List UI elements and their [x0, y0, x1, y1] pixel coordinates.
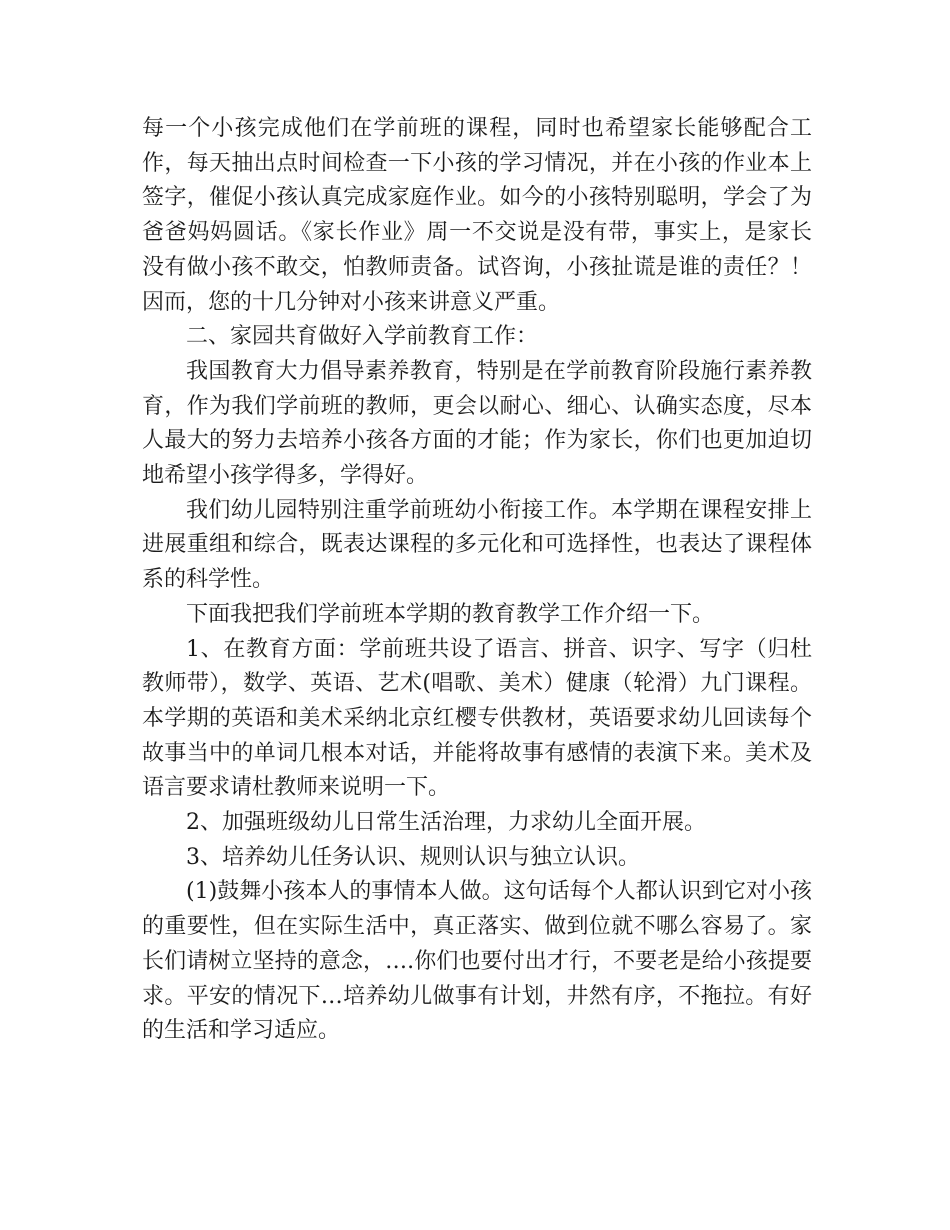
sub-item-1-self-reliance: (1)鼓舞小孩本人的事情本人做。这句话每个人都认识到它对小孩的重要性，但在实际生活中，真正落实、做到位就不哪么容易了。家长们请树立坚持的意念，….你们也要付出才行，不要老是给小孩提要求。平安的情况下…培养幼儿做事有计划，井然有序，不拖拉。有好的生活和学习适应。: [142, 879, 812, 1044]
list-item-3-awareness: 3、培养幼儿任务认识、规则认识与独立认识。: [186, 844, 640, 870]
list-item-1-education: 1、在教育方面：学前班共设了语言、拼音、识字、写字（归杜教师带），数学、英语、艺术(唱歌、美术）健康（轮滑）九门课程。本学期的英语和美术采纳北京红樱专供教材，英语要求幼儿回读每个故事当中的单词几根本对话，并能将故事有感情的表演下来。美术及语言要求请杜教师来说明一下。: [142, 636, 812, 801]
paragraph-intro-continuation: 每一个小孩完成他们在学前班的课程，同时也希望家长能够配合工作，每天抽出点时间检查一下小孩的学习情况，并在小孩的作业本上签字，催促小孩认真完成家庭作业。如今的小孩特别聪明，学会了为爸爸妈妈圆话。《家长作业》周一不交说是没有带，事实上，是家长没有做小孩不敢交，怕教师责备。试咨询，小孩扯谎是谁的责任？！因而，您的十几分钟对小孩来讲意义严重。: [142, 116, 812, 315]
paragraph-kindergarten-transition: 我们幼儿园特别注重学前班幼小衔接工作。本学期在课程安排上进展重组和综合，既表达课程的多元化和可选择性，也表达了课程体系的科学性。: [142, 497, 812, 593]
paragraph-introduction: 下面我把我们学前班本学期的教育教学工作介绍一下。: [186, 601, 715, 627]
document-body: [142, 112, 812, 1049]
section-heading-home-school: 二、家园共育做好入学前教育工作：: [186, 324, 539, 350]
list-item-2-daily-life: 2、加强班级幼儿日常生活治理，力求幼儿全面开展。: [186, 810, 706, 836]
paragraph-quality-education: 我国教育大力倡导素养教育，特别是在学前教育阶段施行素养教育，作为我们学前班的教师，更会以耐心、细心、认确实态度，尽本人最大的努力去培养小孩各方面的才能；作为家长，你们也更加迫切地希望小孩学得多，学得好。: [142, 358, 812, 489]
